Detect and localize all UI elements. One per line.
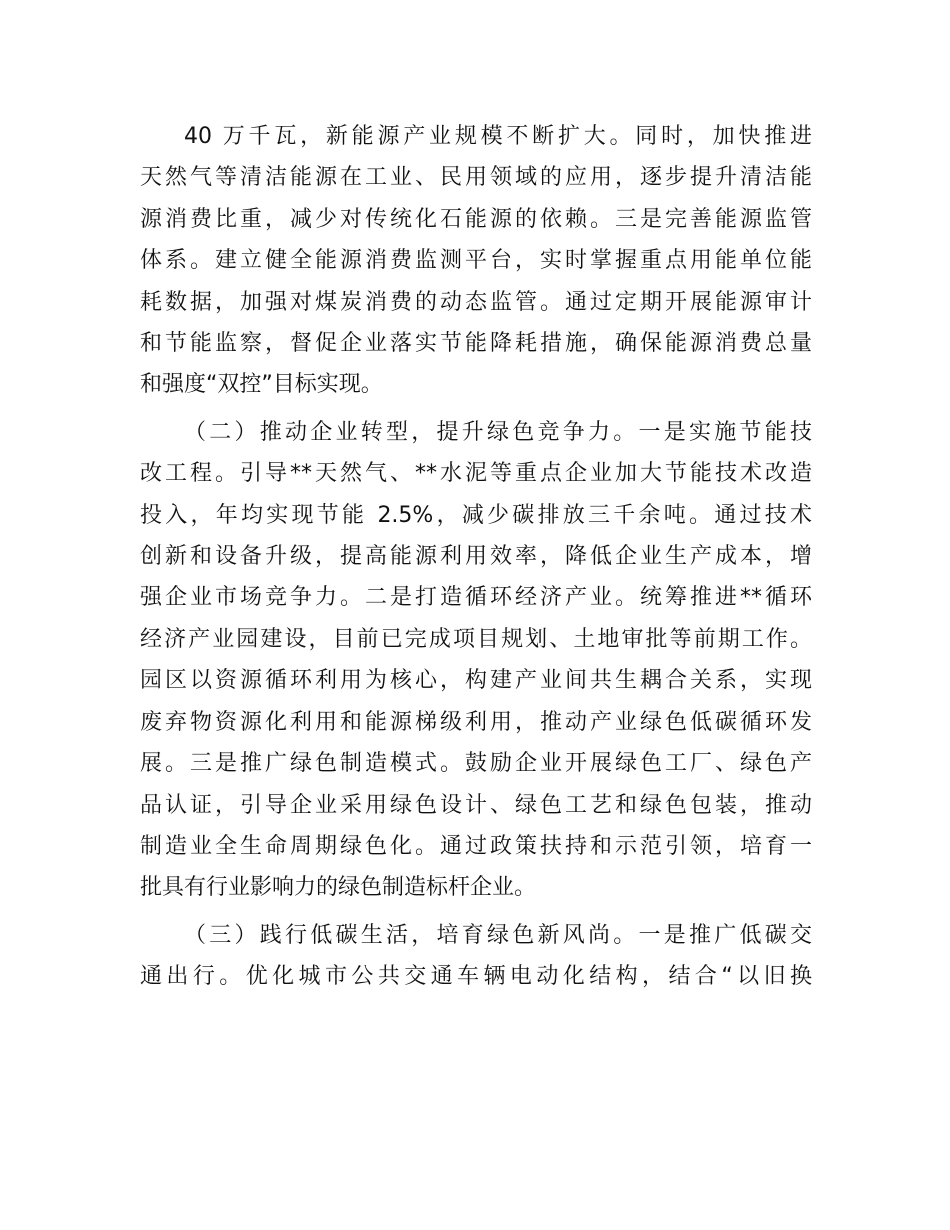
text-line: 耗数据，加强对煤炭消费的动态监管。通过定期开展能源审计 — [140, 289, 812, 315]
text-line: 批具有行业影响力的绿色制造标杆企业。 — [140, 875, 537, 901]
text-line: 和强度“双控”目标实现。 — [140, 372, 383, 398]
document-body — [140, 116, 812, 998]
paragraph-enterprise-transformation — [140, 412, 812, 909]
text-line: 经济产业园建设，目前已完成项目规划、土地审批等前期工作。 — [140, 626, 812, 652]
text-line: 制造业全生命周期绿色化。通过政策扶持和示范引领，培育一 — [140, 833, 812, 859]
text-line: 和节能监察，督促企业落实节能降耗措施，确保能源消费总量 — [140, 331, 812, 357]
paragraph-low-carbon-life — [140, 915, 812, 998]
text-line: 40 万千瓦，新能源产业规模不断扩大。同时，加快推进 — [184, 124, 812, 149]
text-line: 通出行。优化城市公共交通车辆电动化结构，结合“以旧换 — [140, 964, 812, 990]
text-line: 体系。建立健全能源消费监测平台，实时掌握重点用能单位能 — [140, 248, 812, 274]
paragraph-energy-supervision — [140, 116, 812, 406]
text-line: 投入，年均实现节能 2.5%，减少碳排放三千余吨。通过技术 — [140, 502, 812, 528]
text-line: 展。三是推广绿色制造模式。鼓励企业开展绿色工厂、绿色产 — [140, 751, 812, 777]
text-line: 强企业市场竞争力。二是打造循环经济产业。统筹推进**循环 — [140, 585, 812, 611]
text-line: 创新和设备升级，提高能源利用效率，降低企业生产成本，增 — [140, 544, 812, 570]
text-line: （二）推动企业转型，提升绿色竞争力。一是实施节能技 — [184, 419, 812, 445]
text-line: （三）践行低碳生活，培育绿色新风尚。一是推广低碳交 — [184, 922, 812, 948]
text-line: 源消费比重，减少对传统化石能源的依赖。三是完善能源监管 — [140, 206, 812, 232]
text-line: 废弃物资源化利用和能源梯级利用，推动产业绿色低碳循环发 — [140, 709, 812, 735]
text-line: 天然气等清洁能源在工业、民用领域的应用，逐步提升清洁能 — [140, 165, 812, 191]
text-line: 品认证，引导企业采用绿色设计、绿色工艺和绿色包装，推动 — [140, 792, 812, 818]
text-line: 园区以资源循环利用为核心，构建产业间共生耦合关系，实现 — [140, 668, 812, 694]
text-line: 改工程。引导**天然气、**水泥等重点企业加大节能技术改造 — [140, 461, 812, 487]
